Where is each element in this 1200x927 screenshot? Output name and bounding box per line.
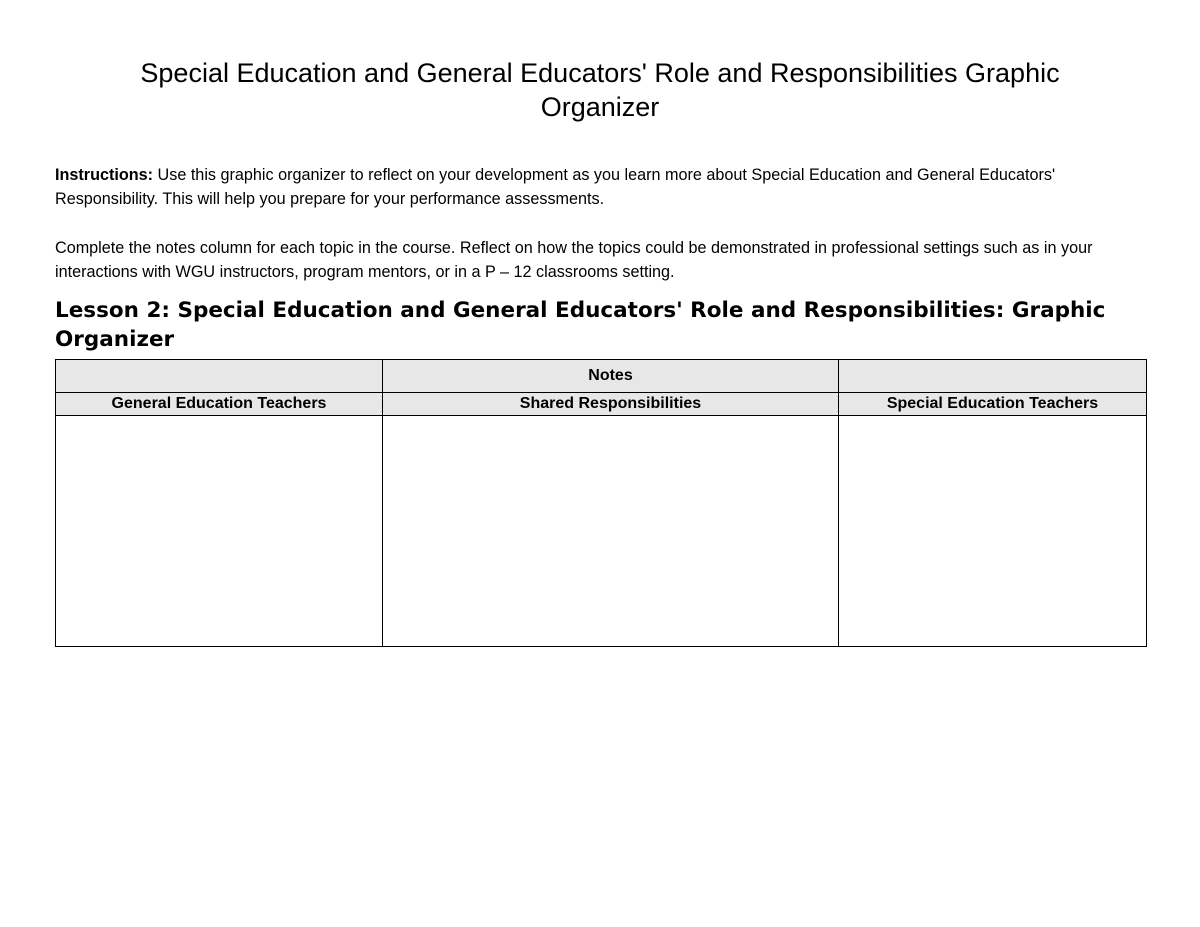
notes-header: Notes bbox=[383, 360, 839, 393]
instructions-paragraph bbox=[55, 163, 1150, 211]
general-education-notes-cell[interactable] bbox=[56, 416, 383, 647]
complete-notes-paragraph: Complete the notes column for each topic in the course. Reflect on how the topics could be demonstrated in professional settings such as in your interactions with WGU instructors, program mentors, or in a P – 12 classrooms setting. bbox=[55, 239, 1093, 281]
instructions-label: Instructions: bbox=[55, 166, 154, 184]
lesson-heading: Lesson 2: Special Education and General Educators' Role and Responsibilities: Graphic Organizer bbox=[55, 298, 1106, 352]
top-row-cell-right bbox=[839, 360, 1147, 393]
document-title: Special Education and General Educators' Role and Responsibilities Graphic Organizer bbox=[140, 58, 1060, 122]
instructions-text: Use this graphic organizer to reflect on your development as you learn more about Special Education and General Educators' Responsibility. This will help you prepare for your performance assessments. bbox=[55, 166, 1056, 208]
table-row bbox=[56, 416, 1147, 647]
special-education-teachers-header: Special Education Teachers bbox=[839, 393, 1147, 416]
table-top-row bbox=[56, 360, 1147, 393]
top-row-cell-left bbox=[56, 360, 383, 393]
general-education-teachers-header: General Education Teachers bbox=[56, 393, 383, 416]
special-education-notes-cell[interactable] bbox=[839, 416, 1147, 647]
graphic-organizer-table bbox=[55, 359, 1147, 647]
shared-responsibilities-notes-cell[interactable] bbox=[383, 416, 839, 647]
column-header-row bbox=[56, 393, 1147, 416]
shared-responsibilities-header: Shared Responsibilities bbox=[383, 393, 839, 416]
